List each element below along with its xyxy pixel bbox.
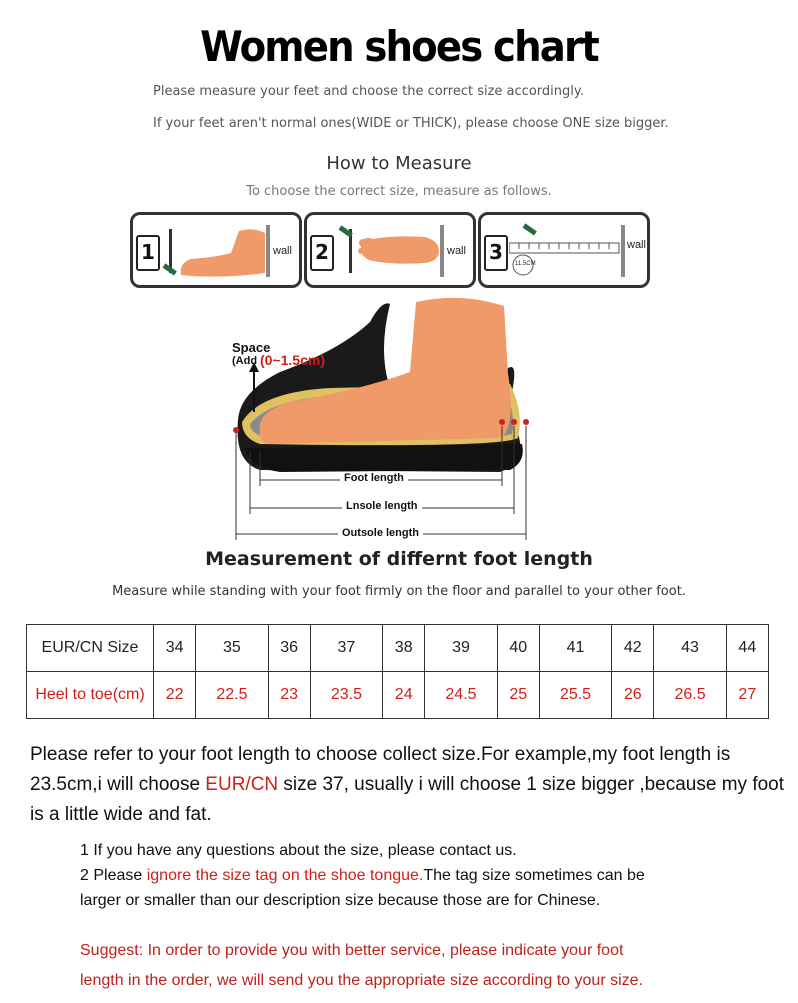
table-cell: 41 bbox=[539, 625, 611, 672]
step-2-number: 2 bbox=[310, 235, 334, 271]
table-cell: 23 bbox=[268, 672, 310, 719]
note-2-highlight: ignore the size tag on the shoe tongue. bbox=[146, 867, 424, 884]
insole-length-label: Lnsole length bbox=[342, 500, 422, 512]
table-cell: 36 bbox=[268, 625, 310, 672]
note-2-line-2: larger or smaller than our description size because those are for Chinese. bbox=[80, 892, 601, 909]
suggest-line-1: Suggest: In order to provide you with better service, please indicate your foot bbox=[80, 942, 624, 959]
table-cell: 40 bbox=[497, 625, 539, 672]
table-cell: 37 bbox=[310, 625, 382, 672]
outsole-length-label: Outsole length bbox=[338, 527, 423, 539]
measurement-note: Measure while standing with your foot firmly on the floor and parallel to your other foot. bbox=[112, 584, 686, 599]
table-cell: 25.5 bbox=[539, 672, 611, 719]
table-cell: 23.5 bbox=[310, 672, 382, 719]
table-cell: 22 bbox=[154, 672, 196, 719]
page-title: Women shoes chart bbox=[200, 22, 598, 71]
table-cell: 35 bbox=[196, 625, 268, 672]
note-2 bbox=[80, 867, 780, 885]
note-2-prefix: 2 Please bbox=[80, 867, 147, 884]
table-cell: 38 bbox=[383, 625, 425, 672]
intro-line-1: Please measure your feet and choose the correct size accordingly. bbox=[153, 84, 584, 99]
heel-to-toe-header: Heel to toe(cm) bbox=[27, 672, 154, 719]
table-cell: 25 bbox=[497, 672, 539, 719]
ruler-icon bbox=[509, 219, 649, 283]
suggest-line-2: length in the order, we will send you the appropriate size according to your size. bbox=[80, 972, 643, 989]
step-3-wall-label: wall bbox=[627, 239, 646, 251]
explanation-paragraph bbox=[30, 740, 788, 830]
explanation-part-2: size 37, usually i will choose 1 size bigger ,because my foot is a little wide and fat. bbox=[30, 774, 785, 825]
table-cell: 22.5 bbox=[196, 672, 268, 719]
size-table bbox=[26, 624, 769, 719]
step-1-number: 1 bbox=[136, 235, 160, 271]
measurement-caption: Measurement of differnt foot length bbox=[205, 548, 593, 570]
table-cell: 24.5 bbox=[425, 672, 497, 719]
table-cell: 26.5 bbox=[654, 672, 726, 719]
step-1-panel bbox=[130, 212, 302, 288]
explanation-part-1: Please refer to your foot length to choose collect size.For example,my foot length is 23.5cm,i will choose bbox=[30, 744, 731, 795]
table-cell: 34 bbox=[154, 625, 196, 672]
space-add-prefix: (Add bbox=[232, 355, 258, 367]
how-to-heading: How to Measure bbox=[326, 153, 472, 174]
step-3-number: 3 bbox=[484, 235, 508, 271]
explanation-highlight: EUR/CN bbox=[205, 774, 279, 795]
table-cell: 27 bbox=[726, 672, 768, 719]
table-cell: 44 bbox=[726, 625, 768, 672]
how-to-subheading: To choose the correct size, measure as follows. bbox=[246, 184, 552, 199]
space-add-value: (0~1.5cm) bbox=[260, 352, 325, 368]
table-row-heel-to-toe bbox=[27, 672, 769, 719]
step-2-panel bbox=[304, 212, 476, 288]
step-3-ruler-label: 11.5CM bbox=[515, 261, 536, 267]
note-1: 1 If you have any questions about the size, please contact us. bbox=[80, 842, 517, 859]
table-cell: 39 bbox=[425, 625, 497, 672]
table-cell: 43 bbox=[654, 625, 726, 672]
space-label: Space bbox=[232, 340, 271, 355]
step-1-wall-label: wall bbox=[273, 245, 292, 257]
step-2-wall-label: wall bbox=[447, 245, 466, 257]
note-2-suffix: The tag size sometimes can be bbox=[423, 867, 645, 884]
table-cell: 26 bbox=[612, 672, 654, 719]
table-cell: 24 bbox=[383, 672, 425, 719]
intro-line-2: If your feet aren't normal ones(WIDE or THICK), please choose ONE size bigger. bbox=[153, 116, 669, 131]
table-cell: 42 bbox=[612, 625, 654, 672]
foot-length-label: Foot length bbox=[340, 472, 408, 484]
step-3-panel bbox=[478, 212, 650, 288]
table-row-eur bbox=[27, 625, 769, 672]
eur-size-header: EUR/CN Size bbox=[27, 625, 154, 672]
